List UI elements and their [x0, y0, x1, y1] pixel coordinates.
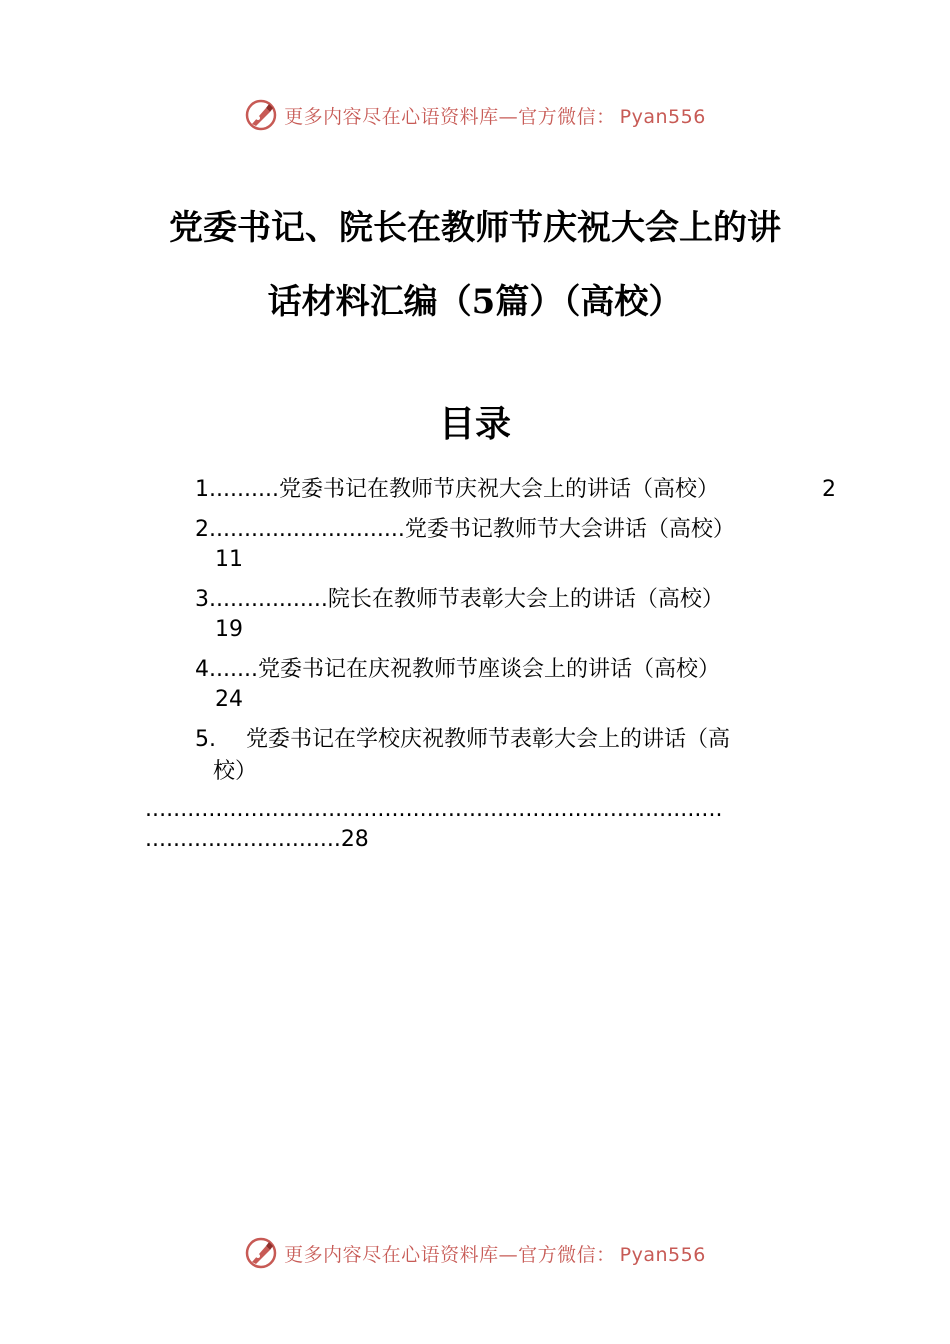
toc-entry-5-leader-line-2 [145, 826, 369, 854]
toc-entry-5[interactable] [195, 726, 730, 754]
toc-entry-1-page: 2 [822, 477, 836, 502]
toc-entry-number: 5. [195, 727, 216, 752]
toc-entry-4[interactable] [195, 656, 720, 684]
toc-entry-5-page: 28 [340, 827, 369, 852]
toc-entry-title: 党委书记教师节大会讲话（高校） [404, 517, 735, 542]
toc-entry-1[interactable] [195, 476, 719, 504]
watermark-wechat-id: Pyan556 [619, 1243, 706, 1266]
watermark-text: 更多内容尽在心语资料库—官方微信： Pyan556 [284, 1243, 706, 1266]
toc-heading: 目录 [438, 403, 511, 445]
toc-entry-3-page: 19 [215, 617, 243, 642]
toc-entry-leader: ................. [209, 587, 328, 612]
watermark-wechat-id: Pyan556 [619, 105, 706, 128]
pen-nib-logo-icon [244, 98, 278, 132]
toc-entry-leader: ............................ [209, 517, 405, 542]
toc-entry-4-page: 24 [215, 687, 243, 712]
toc-entry-3[interactable] [195, 586, 724, 614]
watermark-header [0, 95, 950, 135]
document-title-line-2: 话材料汇编（5篇）（高校） [267, 282, 683, 322]
toc-entry-title: 党委书记在教师节庆祝大会上的讲话（高校） [278, 477, 719, 502]
toc-entry-leader: ....... [209, 657, 258, 682]
toc-entry-leader: ............................ [145, 827, 341, 852]
document-title-line-1: 党委书记、院长在教师节庆祝大会上的讲 [169, 208, 781, 248]
pen-nib-logo-icon [244, 1236, 278, 1270]
toc-entry-2-page: 11 [215, 547, 243, 572]
toc-entry-leader: .......... [209, 477, 279, 502]
toc-entry-2[interactable] [195, 516, 735, 544]
watermark-footer [0, 1233, 950, 1273]
toc-entry-title: 院长在教师节表彰大会上的讲话（高校） [327, 587, 724, 612]
toc-entry-5-title-continued: 校） [213, 759, 258, 784]
toc-entry-number: 4 [195, 657, 209, 682]
toc-entry-number: 2 [195, 517, 209, 542]
toc-entry-number: 1 [195, 477, 209, 502]
watermark-text: 更多内容尽在心语资料库—官方微信： Pyan556 [284, 105, 706, 128]
toc-entry-title: 党委书记在学校庆祝教师节表彰大会上的讲话（高 [246, 727, 731, 752]
toc-entry-5-leader-line-1: .................................................................................. [145, 797, 723, 822]
toc-entry-number: 3 [195, 587, 209, 612]
toc-entry-title: 党委书记在庆祝教师节座谈会上的讲话（高校） [257, 657, 720, 682]
